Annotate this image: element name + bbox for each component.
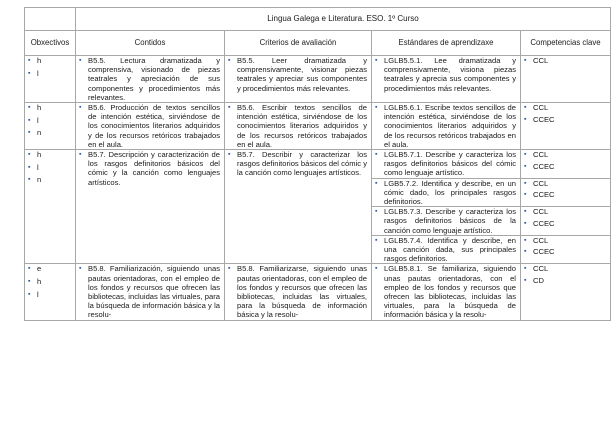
contenido-box	[76, 264, 224, 319]
item-text: B5.7. Descripción y caracterización de los rasgos definitorios básicos del cómic y la canción como lenguajes artísticos.	[88, 150, 220, 187]
item-text: LGLB5.7.4. Identifica y describe, en una canción dada, sus principales rasgos definitorios.	[384, 235, 516, 264]
competencias-list	[521, 207, 610, 230]
objetivos-cell	[25, 264, 76, 320]
estandar-box	[372, 236, 520, 264]
bullet-marker: ▪	[228, 151, 231, 159]
bullet-marker: ▪	[28, 278, 31, 286]
objetivos-list	[25, 56, 75, 81]
competencia-item	[524, 190, 606, 202]
contenido-cell	[76, 103, 225, 150]
estandar-cell	[372, 56, 521, 103]
contenido-box	[76, 56, 224, 102]
competencia-item	[524, 162, 606, 174]
objetivo-item	[28, 150, 71, 163]
bullet-marker: ▪	[375, 57, 378, 64]
item-text: LGLB5.8.1. Se familiariza, siguiendo unas pautas orientadoras, con el empleo de los fondos y recursos que ofrecen las bibliotecas, incluidas las virtuales, para la búsqueda de información básica y la resolu-	[384, 264, 516, 320]
objetivo-item	[28, 163, 71, 176]
item-text: CCL	[533, 150, 549, 160]
bullet-marker: ▪	[524, 179, 527, 187]
header-criterios: Criterios de avaliación	[225, 31, 372, 56]
objetivo-item	[28, 290, 71, 303]
competencia-item	[524, 247, 606, 259]
objetivo-item	[28, 175, 71, 188]
item-text: h	[37, 150, 42, 160]
competencias-cell	[521, 150, 611, 179]
item-text: B5.5. Leer dramatizada y comprensivamente, visionar piezas teatrales y apreciar sus componentes y procedimientos más relevantes.	[237, 56, 367, 93]
competencias-cell	[521, 264, 611, 320]
bullet-marker: ▪	[228, 57, 231, 64]
bullet-marker: ▪	[28, 151, 31, 159]
contenido-text	[79, 150, 220, 187]
item-text: CCL	[533, 235, 549, 245]
bullet-marker: ▪	[524, 115, 527, 123]
item-text: CCL	[533, 103, 549, 113]
item-text: CCL	[533, 264, 549, 274]
item-text: LGLB5.7.1. Describe y caracteriza los rasgos definitorios básicos del cómic como lenguaje artístico.	[384, 150, 516, 178]
bullet-marker: ▪	[524, 265, 527, 273]
item-text: h	[37, 56, 42, 65]
competencia-item	[524, 207, 606, 219]
competencias-cell	[521, 207, 611, 236]
contenido-text	[79, 264, 220, 319]
item-text: l	[37, 289, 39, 299]
criterio-box	[225, 103, 371, 149]
bullet-marker: ▪	[28, 290, 31, 298]
contenido-cell	[76, 150, 225, 264]
estandar-text	[375, 207, 516, 235]
bullet-marker: ▪	[524, 208, 527, 216]
competencia-item	[524, 56, 606, 68]
objetivo-item	[28, 128, 71, 141]
competencia-item	[524, 115, 606, 127]
table-row	[25, 150, 611, 179]
table-body	[25, 56, 611, 321]
item-text: CCL	[533, 178, 549, 188]
bullet-marker: ▪	[524, 219, 527, 227]
estandar-text	[375, 150, 516, 178]
competencia-item	[524, 150, 606, 162]
bullet-marker: ▪	[524, 162, 527, 170]
header-row	[25, 31, 611, 56]
item-text: B5.7. Describir y caracterizar los rasgos definitorios básicos del cómic y la canción como lenguajes artísticos.	[237, 150, 367, 178]
bullet-marker: ▪	[524, 248, 527, 256]
objetivo-item	[28, 56, 71, 69]
title-row	[25, 8, 611, 31]
bullet-marker: ▪	[228, 265, 231, 273]
table-row	[25, 103, 611, 150]
objetivos-cell	[25, 150, 76, 264]
objetivo-item	[28, 69, 71, 82]
bullet-marker: ▪	[28, 69, 31, 77]
contenido-box	[76, 150, 224, 187]
contenido-cell	[76, 56, 225, 103]
bullet-marker: ▪	[524, 276, 527, 284]
item-text: LGB5.7.2. Identifica y describe, en un cómic dado, los principales rasgos definitorios.	[384, 178, 516, 207]
competencia-item	[524, 103, 606, 115]
item-text: B5.6. Escribir textos sencillos de intención estética, sirviéndose de los conocimientos literarios adquiridos y de los recursos retóricos trabajados en el aula.	[237, 103, 367, 149]
contenido-cell	[76, 264, 225, 320]
criterio-text	[228, 103, 367, 149]
bullet-marker: ▪	[79, 265, 82, 273]
estandar-box	[372, 179, 520, 207]
objetivos-cell	[25, 56, 76, 103]
competencias-list	[521, 103, 610, 126]
bullet-marker: ▪	[524, 57, 527, 64]
criterio-box	[225, 56, 371, 93]
criterio-cell	[225, 56, 372, 103]
item-text: CCEC	[533, 218, 555, 228]
competencias-cell	[521, 178, 611, 207]
estandar-box	[372, 150, 520, 178]
objetivo-item	[28, 277, 71, 290]
competencia-item	[524, 264, 606, 276]
competencias-cell	[521, 103, 611, 150]
title-blank-cell	[25, 8, 76, 31]
objetivos-list	[25, 103, 75, 141]
table-row	[25, 264, 611, 320]
objetivos-cell	[25, 103, 76, 150]
bullet-marker: ▪	[79, 104, 82, 112]
competencias-cell	[521, 235, 611, 264]
estandar-text	[375, 264, 516, 319]
item-text: B5.8. Familiarización, siguiendo unas pautas orientadoras, con el empleo de los fondos y recursos que ofrecen las bibliotecas, incluidas las virtuales, para la búsqueda de información básica y la resolu-	[88, 264, 220, 320]
item-text: LGLB5.7.3. Describe y caracteriza los rasgos definitorios básicos de la canción como lenguaje artístico.	[384, 207, 516, 235]
bullet-marker: ▪	[28, 176, 31, 184]
item-text: CCL	[533, 56, 549, 65]
criterio-cell	[225, 264, 372, 320]
competencias-list	[521, 56, 610, 68]
competencia-item	[524, 219, 606, 231]
estandar-box	[372, 56, 520, 93]
item-text: CD	[533, 275, 544, 285]
item-text: B5.8. Familiarizarse, siguiendo unas pautas orientadoras, con el empleo de los fondos y recursos que ofrecen las bibliotecas, incluidas las virtuales, para la búsqueda de información básica y la resolu-	[237, 264, 367, 320]
item-text: n	[37, 128, 42, 138]
header-competencias: Competencias clave	[521, 31, 611, 56]
estandar-cell	[372, 150, 521, 179]
item-text: CCEC	[533, 114, 555, 124]
header-objetivos: Obxectivos	[25, 31, 76, 56]
bullet-marker: ▪	[375, 179, 378, 187]
table-title: Lingua Galega e Literatura. ESO. 1º Curso	[76, 8, 611, 31]
bullet-marker: ▪	[524, 104, 527, 112]
objetivos-list	[25, 264, 75, 302]
curriculum-table	[24, 7, 611, 321]
item-text: B5.6. Producción de textos sencillos de intención estética, sirviéndose de los conocimientos literarios adquiridos y de los recursos retóricos trabajados en el aula.	[88, 103, 220, 149]
bullet-marker: ▪	[28, 163, 31, 171]
bullet-marker: ▪	[28, 57, 31, 64]
estandar-cell	[372, 235, 521, 264]
estandar-text	[375, 56, 516, 93]
bullet-marker: ▪	[79, 151, 82, 159]
contenido-box	[76, 103, 224, 149]
estandar-cell	[372, 103, 521, 150]
bullet-marker: ▪	[524, 151, 527, 159]
bullet-marker: ▪	[228, 104, 231, 112]
competencias-list	[521, 236, 610, 259]
bullet-marker: ▪	[28, 265, 31, 273]
bullet-marker: ▪	[28, 104, 31, 112]
item-text: LGLB5.6.1. Escribe textos sencillos de intención estética, sirviéndose de los conocimientos literarios adquiridos y de los recursos retóricos trabajados en el aula.	[384, 103, 516, 149]
estandar-cell	[372, 178, 521, 207]
item-text: CCEC	[533, 190, 555, 200]
header-contenidos: Contidos	[76, 31, 225, 56]
item-text: h	[37, 103, 42, 113]
objetivos-list	[25, 150, 75, 188]
table-row	[25, 56, 611, 103]
bullet-marker: ▪	[375, 236, 378, 244]
bullet-marker: ▪	[375, 265, 378, 273]
competencias-list	[521, 264, 610, 287]
item-text: CCL	[533, 207, 549, 217]
item-text: n	[37, 175, 42, 185]
competencia-item	[524, 276, 606, 288]
item-text: e	[37, 264, 42, 274]
estandar-text	[375, 236, 516, 264]
bullet-marker: ▪	[28, 116, 31, 124]
objetivo-item	[28, 103, 71, 116]
item-text: l	[37, 115, 39, 125]
bullet-marker: ▪	[524, 191, 527, 199]
item-text: LGLB5.5.1. Lee dramatizada y comprensivamente, visiona piezas teatrales y aprecia sus componentes y procedimientos más relevantes.	[384, 56, 516, 93]
contenido-text	[79, 56, 220, 102]
estandar-box	[372, 103, 520, 149]
bullet-marker: ▪	[375, 208, 378, 216]
estandar-box	[372, 264, 520, 319]
bullet-marker: ▪	[79, 57, 82, 64]
criterio-text	[228, 150, 367, 178]
estandar-cell	[372, 264, 521, 320]
bullet-marker: ▪	[28, 129, 31, 137]
estandar-cell	[372, 207, 521, 236]
criterio-box	[225, 264, 371, 319]
contenido-text	[79, 103, 220, 149]
estandar-text	[375, 179, 516, 207]
bullet-marker: ▪	[375, 104, 378, 112]
item-text: h	[37, 277, 42, 287]
objetivo-item	[28, 264, 71, 277]
estandar-box	[372, 207, 520, 235]
item-text: CCEC	[533, 247, 555, 257]
competencia-item	[524, 236, 606, 248]
item-text: CCEC	[533, 161, 555, 171]
item-text: l	[37, 68, 39, 78]
objetivo-item	[28, 116, 71, 129]
criterio-text	[228, 264, 367, 319]
item-text: l	[37, 162, 39, 172]
estandar-text	[375, 103, 516, 149]
competencias-list	[521, 150, 610, 173]
criterio-cell	[225, 150, 372, 264]
criterio-box	[225, 150, 371, 178]
criterio-text	[228, 56, 367, 93]
item-text: B5.5. Lectura dramatizada y comprensiva, visionado de piezas teatrales y apreciación de sus componentes y procedimientos más relevantes.	[88, 56, 220, 102]
competencias-list	[521, 179, 610, 202]
bullet-marker: ▪	[375, 151, 378, 159]
bullet-marker: ▪	[524, 236, 527, 244]
header-estandares: Estándares de aprendizaxe	[372, 31, 521, 56]
criterio-cell	[225, 103, 372, 150]
competencias-cell	[521, 56, 611, 103]
competencia-item	[524, 179, 606, 191]
